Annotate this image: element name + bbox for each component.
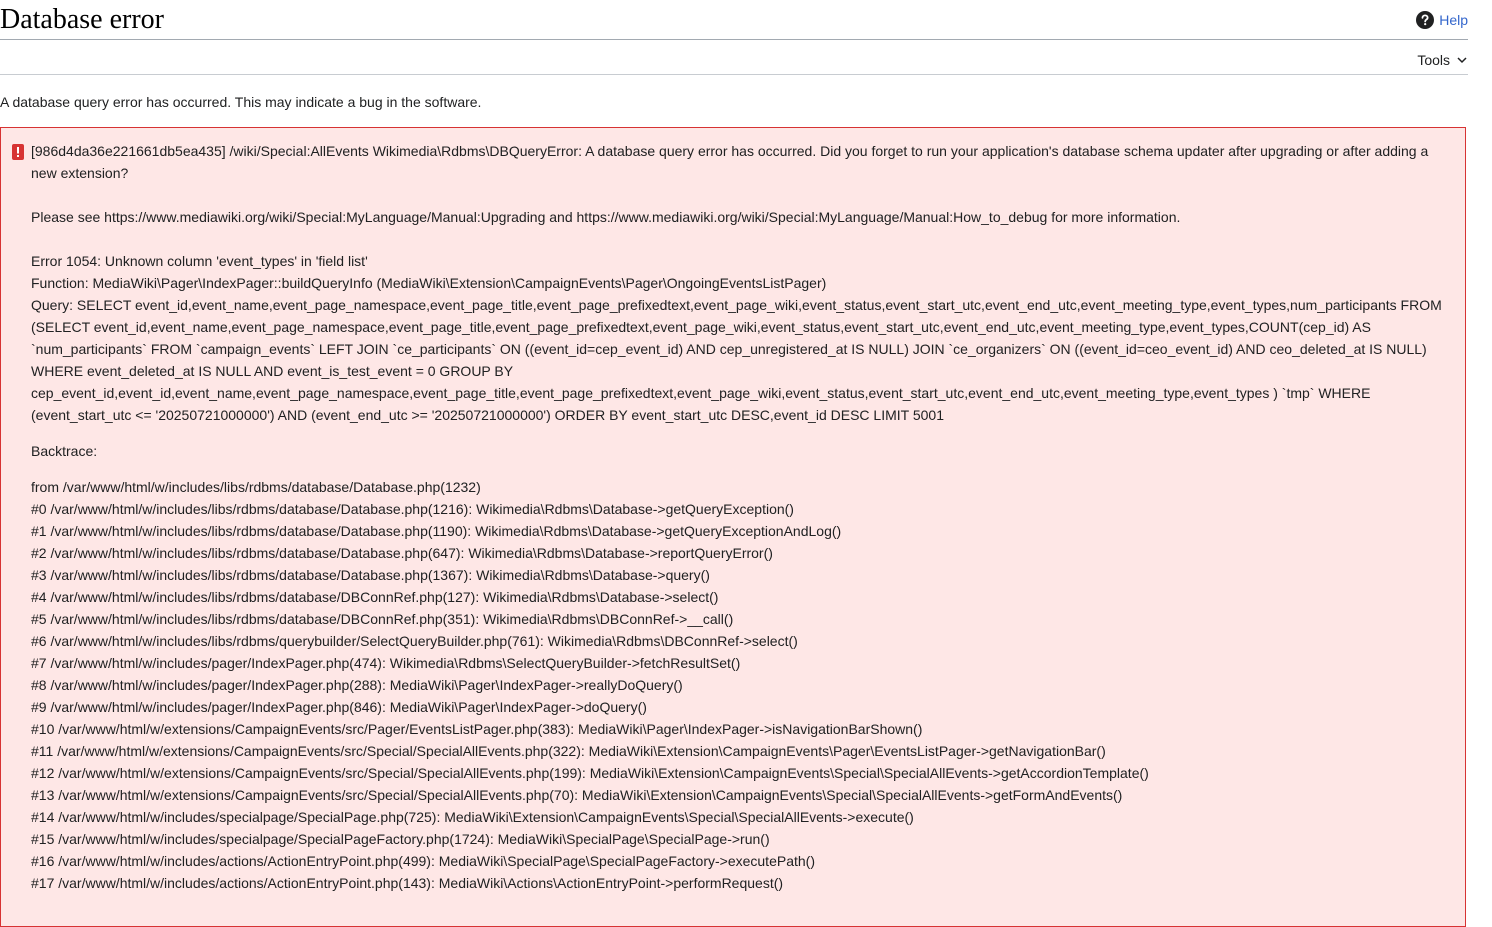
backtrace-line: #16 /var/www/html/w/includes/actions/ActionEntryPoint.php(499): MediaWiki\SpecialPage\SpecialPageFactory->executePath(): [31, 853, 815, 869]
backtrace-list: [31, 476, 1451, 894]
error-query-line: (SELECT event_id,event_name,event_page_namespace,event_page_title,event_page_prefixedtext,event_page_wiki,event_status,event_start_utc,event_end_utc,event_meeting_type,event_types,COUNT(cep_id) AS: [31, 319, 1371, 335]
backtrace-line: #5 /var/www/html/w/includes/libs/rdbms/database/DBConnRef.php(351): Wikimedia\Rdbms\DBConnRef->__call(): [31, 611, 734, 627]
backtrace-line: #9 /var/www/html/w/includes/pager/IndexPager.php(846): MediaWiki\Pager\IndexPager->doQuery(): [31, 699, 647, 715]
error-code: Error 1054: Unknown column 'event_types' in 'field list': [31, 253, 368, 269]
backtrace-line: #12 /var/www/html/w/extensions/CampaignEvents/src/Special/SpecialAllEvents.php(199): MediaWiki\Extension\CampaignEvents\Special\SpecialAllEvents->getAccordionTemplate(): [31, 765, 1149, 781]
help-label[interactable]: Help: [1439, 12, 1468, 28]
backtrace-line: #14 /var/www/html/w/includes/specialpage/SpecialPage.php(725): MediaWiki\Extension\CampaignEvents\Special\SpecialAllEvents->execute(): [31, 809, 914, 825]
chevron-down-icon[interactable]: [1456, 54, 1468, 66]
error-function: Function: MediaWiki\Pager\IndexPager::buildQueryInfo (MediaWiki\Extension\CampaignEvents\Pager\OngoingEventsListPager): [31, 275, 827, 291]
backtrace-line: #11 /var/www/html/w/extensions/CampaignEvents/src/Special/SpecialAllEvents.php(322): MediaWiki\Extension\CampaignEvents\Pager\EventsListPager->getNavigationBar(): [31, 743, 1106, 759]
error-query-line: WHERE event_deleted_at IS NULL AND event_is_test_event = 0 GROUP BY: [31, 363, 514, 379]
backtrace-line: #1 /var/www/html/w/includes/libs/rdbms/database/Database.php(1190): Wikimedia\Rdbms\Database->getQueryExceptionAndLog(): [31, 523, 842, 539]
intro-text: A database query error has occurred. This may indicate a bug in the software.: [0, 94, 482, 110]
error-content: [31, 140, 1451, 894]
tools-dropdown[interactable]: [1417, 52, 1468, 68]
backtrace-line: #7 /var/www/html/w/includes/pager/IndexPager.php(474): Wikimedia\Rdbms\SelectQueryBuilder->fetchResultSet(): [31, 655, 741, 671]
backtrace-line: #4 /var/www/html/w/includes/libs/rdbms/database/DBConnRef.php(127): Wikimedia\Rdbms\Database->select(): [31, 589, 719, 605]
error-query-line: Query: SELECT event_id,event_name,event_page_namespace,event_page_title,event_page_prefixedtext,event_page_wiki,event_status,event_start_utc,event_end_utc,event_meeting_type,event_types,num_participants FROM: [31, 297, 1442, 313]
backtrace-line: #2 /var/www/html/w/includes/libs/rdbms/database/Database.php(647): Wikimedia\Rdbms\Database->reportQueryError(): [31, 545, 773, 561]
help-question-icon: [1416, 11, 1434, 29]
error-see-also: Please see https://www.mediawiki.org/wiki/Special:MyLanguage/Manual:Upgrading and https://www.mediawiki.org/wiki/Special:MyLanguage/Manual:How_to_debug for more information.: [31, 209, 1181, 225]
backtrace-line: #10 /var/www/html/w/extensions/CampaignEvents/src/Pager/EventsListPager.php(383): MediaWiki\Pager\IndexPager->isNavigationBarShown(): [31, 721, 923, 737]
error-header: [986d4da36e221661db5ea435] /wiki/Special:AllEvents Wikimedia\Rdbms\DBQueryError: A database query error has occurred. Did you forget to run your application's database schema updater after upgrading or after adding a new extension?: [31, 143, 1429, 181]
backtrace-line: from /var/www/html/w/includes/libs/rdbms/database/Database.php(1232): [31, 479, 481, 495]
toolbar: [0, 40, 1468, 75]
help-link[interactable]: [1416, 11, 1468, 29]
tools-label[interactable]: Tools: [1417, 52, 1450, 68]
error-query-line: (event_start_utc <= '20250721000000') AND (event_end_utc >= '20250721000000') ORDER BY event_start_utc DESC,event_id DESC LIMIT 5001: [31, 407, 944, 423]
backtrace-line: #3 /var/www/html/w/includes/libs/rdbms/database/Database.php(1367): Wikimedia\Rdbms\Database->query(): [31, 567, 710, 583]
backtrace-line: #0 /var/www/html/w/includes/libs/rdbms/database/Database.php(1216): Wikimedia\Rdbms\Database->getQueryException(): [31, 501, 794, 517]
error-query-line: `num_participants` FROM `campaign_events` LEFT JOIN `ce_participants` ON ((event_id=cep_event_id) AND cep_unregistered_at IS NULL) JOIN `ce_organizers` ON ((event_id=ceo_event_id) AND ceo_deleted_at IS NULL): [31, 341, 1427, 357]
error-exclamation-icon: [12, 144, 24, 160]
page-title: Database error: [0, 4, 165, 35]
error-query-line: cep_event_id,event_id,event_name,event_page_namespace,event_page_title,event_page_prefixedtext,event_page_wiki,event_status,event_start_utc,event_end_utc,event_meeting_type,event_types ) `tmp` WHERE: [31, 385, 1371, 401]
backtrace-line: #15 /var/www/html/w/includes/specialpage/SpecialPageFactory.php(1724): MediaWiki\SpecialPage\SpecialPage->run(): [31, 831, 770, 847]
title-bar: [0, 0, 1468, 40]
backtrace-label: Backtrace:: [31, 443, 98, 459]
backtrace-line: #13 /var/www/html/w/extensions/CampaignEvents/src/Special/SpecialAllEvents.php(70): MediaWiki\Extension\CampaignEvents\Special\SpecialAllEvents->getFormAndEvents(): [31, 787, 1123, 803]
error-message-box: [0, 127, 1466, 927]
backtrace-line: #8 /var/www/html/w/includes/pager/IndexPager.php(288): MediaWiki\Pager\IndexPager->reallyDoQuery(): [31, 677, 683, 693]
backtrace-line: #6 /var/www/html/w/includes/libs/rdbms/querybuilder/SelectQueryBuilder.php(761): Wikimedia\Rdbms\DBConnRef->select(): [31, 633, 798, 649]
backtrace-line: #17 /var/www/html/w/includes/actions/ActionEntryPoint.php(143): MediaWiki\Actions\ActionEntryPoint->performRequest(): [31, 875, 784, 891]
